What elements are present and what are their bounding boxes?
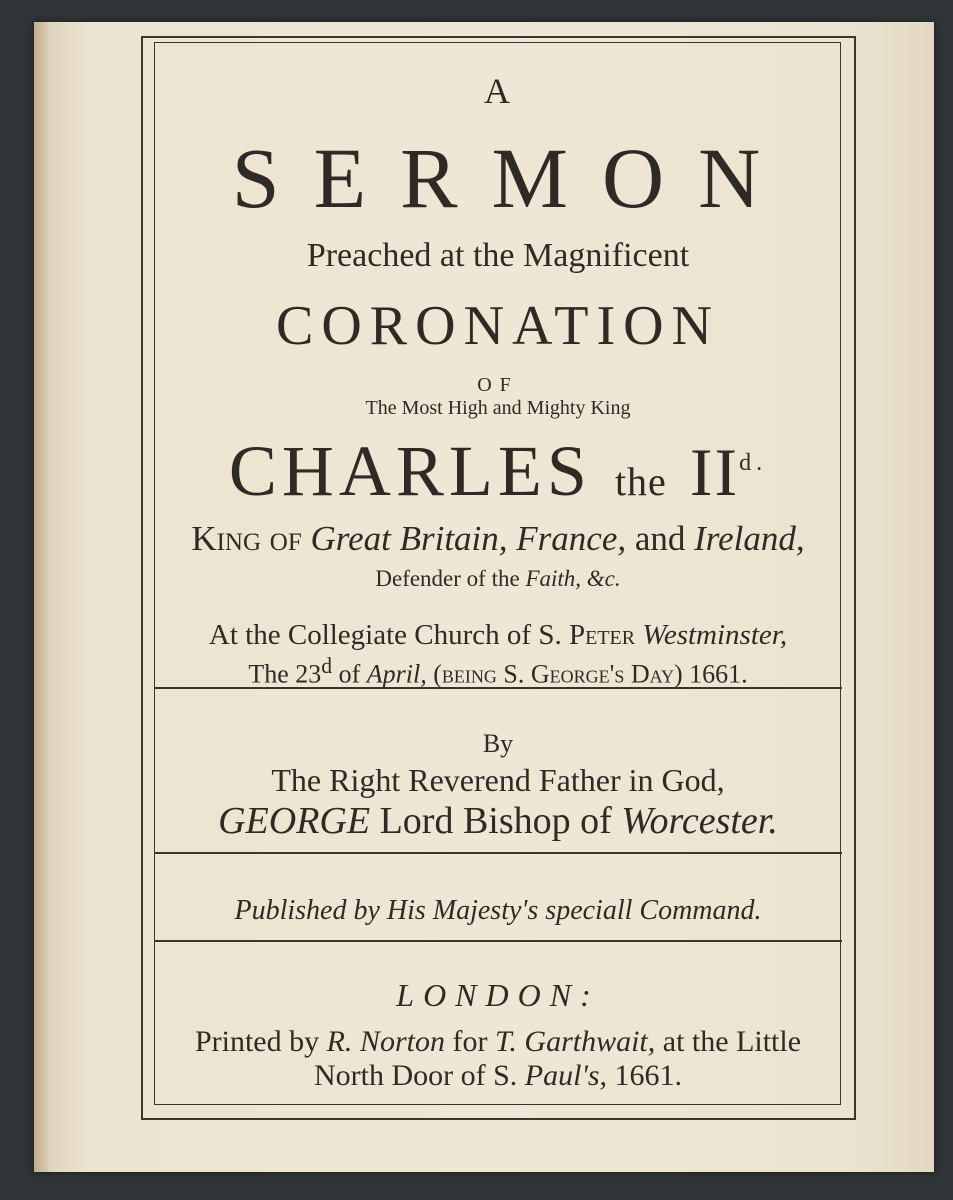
regnal-suffix: d. xyxy=(739,450,768,476)
being-st-george: (being S. George's Day) 1661. xyxy=(426,659,748,689)
title-sermon: SERMON xyxy=(231,130,795,226)
peter: Peter xyxy=(568,619,636,651)
right-reverend-line: The Right Reverend Father in God, xyxy=(271,762,725,798)
imprint-year: 1661. xyxy=(607,1059,683,1092)
defender-line xyxy=(154,566,842,592)
king-prefix: King of xyxy=(191,519,311,558)
word-and: and xyxy=(626,519,695,558)
divider-3 xyxy=(154,940,842,942)
author-george: GEORGE xyxy=(218,800,371,842)
published-line: Published by His Majesty's speciall Command. xyxy=(234,895,762,926)
printed-by: Printed by xyxy=(194,1025,327,1058)
bookseller-name: T. Garthwait, xyxy=(494,1025,656,1058)
north-door-line xyxy=(154,1059,842,1093)
regnal-number: II xyxy=(689,434,740,510)
defender-prefix: Defender of the xyxy=(375,566,526,591)
collegiate-line xyxy=(154,619,842,652)
king-of-line xyxy=(154,519,842,559)
charles-line xyxy=(154,430,842,513)
printed-by-line xyxy=(154,1025,842,1059)
great-britain-france: Great Britain, France, xyxy=(310,519,627,558)
charles-name: CHARLES xyxy=(228,431,592,511)
collegiate-prefix: At the Collegiate Church of S. xyxy=(208,619,569,651)
pauls: Paul's, xyxy=(524,1059,608,1092)
printer-name: R. Norton xyxy=(326,1025,445,1058)
divider-1 xyxy=(154,687,842,689)
author-line xyxy=(154,799,842,843)
word-of: OF xyxy=(477,374,519,396)
article-a: A xyxy=(484,71,512,111)
subtitle-preached: Preached at the Magnificent xyxy=(306,237,690,274)
ireland: Ireland, xyxy=(694,519,805,558)
date-suffix: d xyxy=(321,654,333,678)
faith: Faith, &c. xyxy=(525,566,621,591)
most-high-line: The Most High and Mighty King xyxy=(365,397,631,419)
date-line xyxy=(154,654,842,690)
april: April, xyxy=(366,659,427,689)
word-by: By xyxy=(482,729,514,758)
date-prefix: The 23 xyxy=(248,659,322,689)
book-spine xyxy=(34,22,48,1172)
title-coronation: CORONATION xyxy=(276,295,720,357)
north-door: North Door of S. xyxy=(313,1059,525,1092)
worcester: Worcester. xyxy=(621,800,778,842)
imprint-london: LONDON: xyxy=(396,977,600,1013)
date-of: of xyxy=(332,659,367,689)
at-little: at the Little xyxy=(655,1025,802,1058)
westminster: Westminster, xyxy=(642,619,788,651)
lord-bishop: Lord Bishop of xyxy=(370,800,622,842)
title-page xyxy=(34,22,934,1172)
word-for: for xyxy=(444,1025,495,1058)
word-the: the xyxy=(614,459,667,504)
divider-2 xyxy=(154,852,842,854)
